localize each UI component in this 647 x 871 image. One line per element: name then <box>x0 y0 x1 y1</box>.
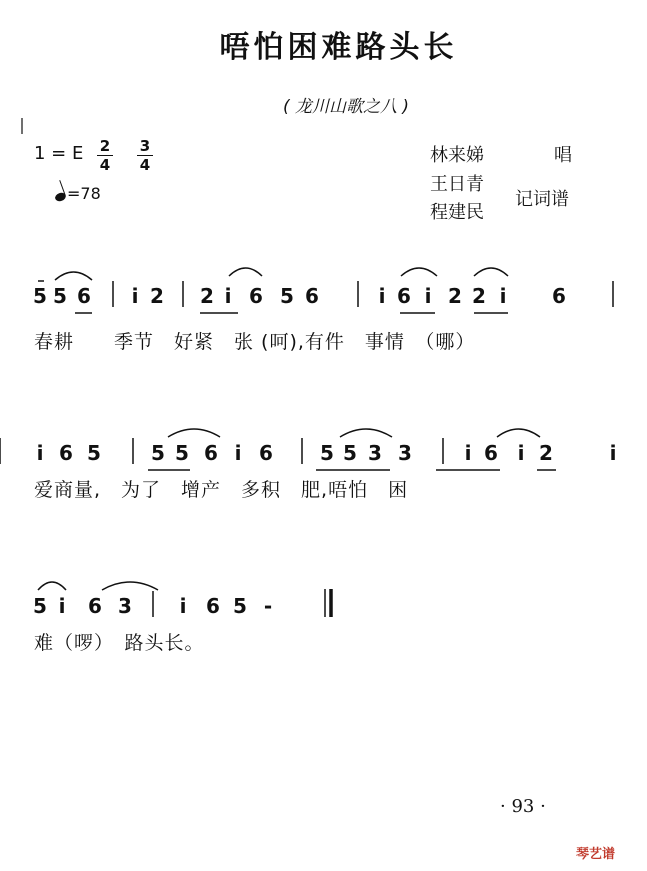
note: 6 <box>305 284 319 308</box>
note: i <box>224 284 232 308</box>
note: 5 <box>151 441 165 465</box>
note: 2 <box>472 284 486 308</box>
slur-arc <box>38 582 66 590</box>
note: i <box>131 284 139 308</box>
note: i <box>378 284 386 308</box>
note: 5 <box>87 441 101 465</box>
note: 5 <box>33 284 47 308</box>
slur-arc <box>474 268 508 276</box>
note: 6 <box>552 284 566 308</box>
notator-name-2: 程建民 <box>430 202 484 223</box>
note: i <box>424 284 432 308</box>
slur-arc <box>340 429 392 437</box>
slur-arc <box>168 429 220 437</box>
note: 6 <box>77 284 91 308</box>
note: 6 <box>206 594 220 618</box>
slur-arc <box>497 429 540 437</box>
note: 6 <box>397 284 411 308</box>
singer-name: 林来娣 <box>430 145 484 166</box>
note: i <box>36 441 44 465</box>
time-sig-denominator: 4 <box>99 156 111 174</box>
song-subtitle: ( 龙川山歌之八 ) <box>282 97 410 117</box>
site-logo: 琴艺谱 <box>576 847 616 862</box>
slur-arc <box>229 268 262 276</box>
note: 2 <box>539 441 553 465</box>
notator-name-1: 王日青 <box>430 174 484 195</box>
note: 2 <box>150 284 164 308</box>
note: 5 <box>233 594 247 618</box>
time-sig-numerator: 3 <box>137 137 153 156</box>
note: 3 <box>398 441 412 465</box>
note: 6 <box>249 284 263 308</box>
note: 6 <box>204 441 218 465</box>
note: i <box>58 594 66 618</box>
note: 5 <box>320 441 334 465</box>
note: i <box>499 284 507 308</box>
notator-role: 记词谱 <box>515 189 569 210</box>
note: 5 <box>343 441 357 465</box>
note: i <box>609 441 617 465</box>
note: 2 <box>448 284 462 308</box>
note: - <box>263 594 273 618</box>
note: 6 <box>484 441 498 465</box>
lyrics-line-1: 春耕 季节 好紧 张 (呵),有件 事情 （哪） <box>34 331 476 353</box>
lyrics-line-2: 爱商量, 为了 增产 多积 肥,唔怕 困 <box>34 479 409 501</box>
slur-arc <box>401 268 437 276</box>
note: i <box>517 441 525 465</box>
note: 6 <box>259 441 273 465</box>
note: 5 <box>280 284 294 308</box>
time-sig-denominator: 4 <box>139 156 151 174</box>
note: 5 <box>53 284 67 308</box>
tempo-value: =78 <box>67 184 101 203</box>
page-number: · 93 · <box>500 796 546 817</box>
note: 3 <box>368 441 382 465</box>
singer-role: 唱 <box>554 145 572 166</box>
time-sig-numerator: 2 <box>97 137 113 156</box>
note: 2 <box>200 284 214 308</box>
song-title: 唔怕困难路头长 <box>219 30 458 65</box>
note: i <box>234 441 242 465</box>
note: 6 <box>88 594 102 618</box>
note: 3 <box>118 594 132 618</box>
note: i <box>464 441 472 465</box>
slur-arc <box>102 582 158 590</box>
slur-arc <box>55 272 92 280</box>
note: 6 <box>59 441 73 465</box>
lyrics-line-3: 难（啰） 路头长。 <box>34 632 205 654</box>
note: 5 <box>175 441 189 465</box>
key-signature: 1 = E <box>34 143 84 164</box>
note: 5 <box>33 594 47 618</box>
note: i <box>179 594 187 618</box>
